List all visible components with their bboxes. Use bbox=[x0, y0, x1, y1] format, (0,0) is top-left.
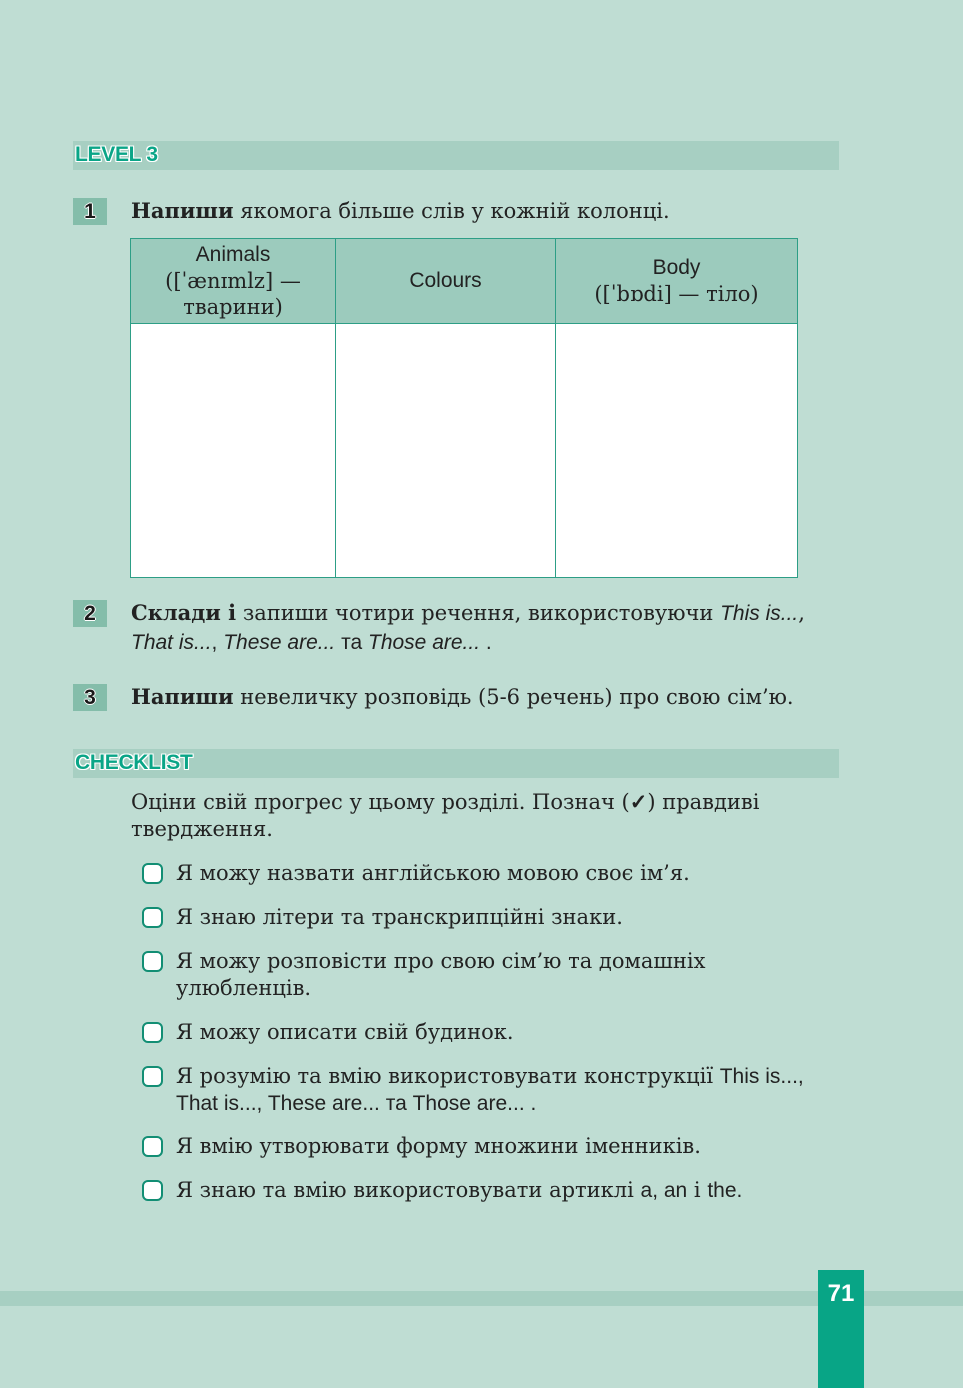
exercise-3-text bbox=[131, 683, 794, 711]
checklist-intro bbox=[131, 789, 759, 843]
checkbox[interactable] bbox=[142, 863, 163, 884]
exercise-1-instruction: якомога більше слів у кожній колонці. bbox=[233, 199, 670, 223]
body-answer-cell[interactable] bbox=[556, 324, 798, 578]
checklist-item-part: Я знаю та вмію використовувати артиклі bbox=[176, 1178, 641, 1202]
exercise-2-comma: , bbox=[798, 601, 805, 625]
checklist-item[interactable] bbox=[142, 1133, 842, 1160]
exercise-3-verb: Напиши bbox=[131, 684, 234, 709]
checklist-title: CHECKLIST bbox=[75, 751, 193, 774]
level-title: LEVEL 3 bbox=[75, 143, 158, 166]
exercise-1-number: 1 bbox=[73, 198, 107, 225]
exercise-3-number: 3 bbox=[73, 684, 107, 711]
phrase-those-are: Those are... bbox=[368, 631, 481, 654]
checklist-intro-part-3: твердження. bbox=[131, 817, 273, 841]
checklist-intro-part-2: ) правдиві bbox=[647, 790, 760, 814]
checklist-item-phrase: the. bbox=[707, 1179, 743, 1202]
words-table bbox=[130, 238, 798, 578]
checklist-item-text bbox=[176, 948, 842, 1002]
checklist-item-phrase: That is..., These are... bbox=[176, 1092, 380, 1115]
checkbox[interactable] bbox=[142, 1022, 163, 1043]
checklist-item-text bbox=[176, 1063, 842, 1117]
checklist-item-text bbox=[176, 1177, 842, 1204]
phrase-that-is: That is... bbox=[131, 631, 212, 654]
exercise-2-conjunction: та bbox=[335, 631, 368, 654]
checklist-header-bar bbox=[73, 749, 839, 778]
checklist-item-phrase: Those are... . bbox=[412, 1092, 537, 1115]
table-answer-row bbox=[131, 324, 798, 578]
check-mark-icon: ✓ bbox=[629, 791, 648, 814]
column-body-transcription: ([ˈbɒdi] — тіло) bbox=[594, 282, 759, 306]
exercise-1-text bbox=[131, 197, 670, 225]
exercise-2-number: 2 bbox=[73, 600, 107, 627]
phrase-these-are: These are... bbox=[223, 631, 336, 654]
checklist-item[interactable] bbox=[142, 1019, 842, 1046]
exercise-1-verb: Напиши bbox=[131, 198, 234, 223]
page-number: 71 bbox=[827, 1280, 855, 1307]
column-colours-header bbox=[336, 239, 556, 324]
checklist-item-phrase: This is..., bbox=[719, 1065, 804, 1088]
checklist-item-conjunction: і bbox=[687, 1178, 708, 1202]
column-animals-header bbox=[131, 239, 336, 324]
colours-answer-cell[interactable] bbox=[336, 324, 556, 578]
checkbox[interactable] bbox=[142, 1066, 163, 1087]
column-colours-label: Colours bbox=[409, 269, 482, 292]
checkbox[interactable] bbox=[142, 1136, 163, 1157]
checklist-item[interactable] bbox=[142, 1177, 842, 1204]
column-body-header bbox=[556, 239, 798, 324]
checklist-item-part: Я розумію та вмію використовувати конструкції bbox=[176, 1064, 720, 1088]
checklist-item[interactable] bbox=[142, 948, 842, 1002]
page-number-tab bbox=[818, 1270, 864, 1388]
checkbox[interactable] bbox=[142, 1180, 163, 1201]
exercise-2-comma-2: , bbox=[211, 631, 224, 654]
checklist-item-conjunction: та bbox=[379, 1092, 413, 1115]
checklist-intro-part-1: Оціни свій прогрес у цьому розділі. Познач ( bbox=[131, 790, 630, 814]
column-animals-transcription: ([ˈænɪmlz] — bbox=[165, 269, 301, 293]
animals-answer-cell[interactable] bbox=[131, 324, 336, 578]
exercise-3-instruction: невеличку розповідь (5-6 речень) про свою сім’ю. bbox=[233, 685, 794, 709]
checklist-item-text: Я знаю літери та транскрипційні знаки. bbox=[176, 905, 623, 929]
table-header-row bbox=[131, 239, 798, 324]
checklist-item-line-2: улюбленців. bbox=[176, 976, 312, 1000]
checklist-item-text: Я можу назвати англійською мовою своє ім’я. bbox=[176, 861, 690, 885]
column-animals-label: Animals bbox=[195, 243, 271, 266]
checklist-item-text: Я можу описати свій будинок. bbox=[176, 1020, 514, 1044]
checkbox[interactable] bbox=[142, 951, 163, 972]
column-animals-translation: тварини) bbox=[183, 295, 283, 319]
checklist-item-line-1: Я можу розповісти про свою сім’ю та домашніх bbox=[176, 949, 706, 973]
level-header-bar bbox=[73, 141, 839, 170]
checklist-item[interactable] bbox=[142, 904, 842, 931]
checklist-item[interactable] bbox=[142, 1063, 842, 1117]
phrase-this-is: This is... bbox=[720, 602, 799, 625]
checkbox[interactable] bbox=[142, 907, 163, 928]
exercise-2-verb: Склади і bbox=[131, 600, 237, 625]
checklist-item-phrase: a, an bbox=[640, 1179, 688, 1202]
exercise-2-text bbox=[131, 599, 851, 657]
checklist-item[interactable] bbox=[142, 860, 842, 887]
exercise-2-instruction: запиши чотири речення, використовуючи bbox=[236, 601, 721, 625]
checklist-item-text: Я вмію утворювати форму множини іменників. bbox=[176, 1134, 701, 1158]
exercise-2-period: . bbox=[480, 631, 492, 654]
column-body-label: Body bbox=[652, 256, 701, 279]
